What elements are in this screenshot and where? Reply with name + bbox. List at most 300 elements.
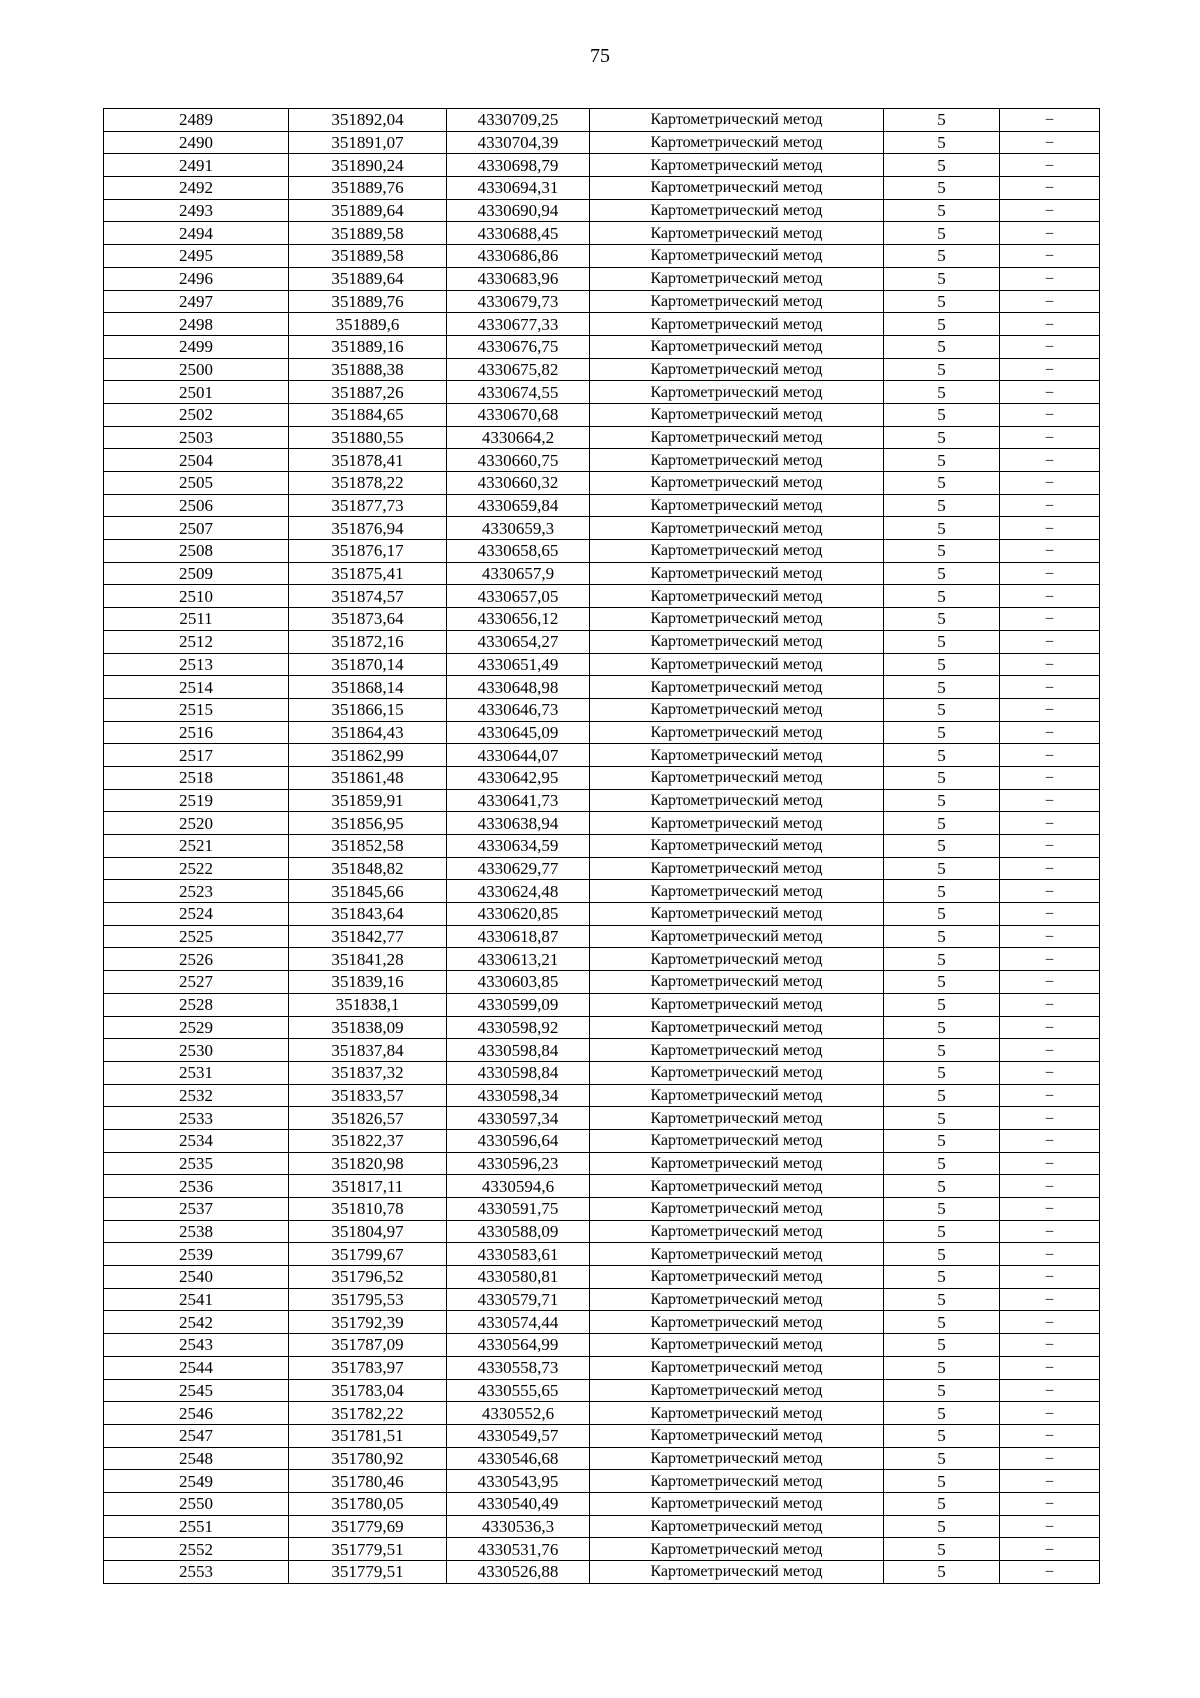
note-cell: – <box>1000 381 1100 404</box>
accuracy-cell: 5 <box>884 245 1000 268</box>
point-number-cell: 2492 <box>104 177 289 200</box>
page-number: 75 <box>590 45 610 67</box>
note-cell: – <box>1000 1538 1100 1561</box>
table-row <box>104 245 1100 268</box>
x-coordinate-cell: 351892,04 <box>289 109 447 132</box>
point-number-cell: 2500 <box>104 358 289 381</box>
method-cell: Картометрический метод <box>590 403 884 426</box>
table-row <box>104 109 1100 132</box>
method-cell: Картометрический метод <box>590 1447 884 1470</box>
table-row <box>104 948 1100 971</box>
note-cell: – <box>1000 1152 1100 1175</box>
note-cell: – <box>1000 812 1100 835</box>
x-coordinate-cell: 351891,07 <box>289 131 447 154</box>
table-row <box>104 131 1100 154</box>
method-cell: Картометрический метод <box>590 1061 884 1084</box>
note-cell: – <box>1000 1470 1100 1493</box>
note-cell: – <box>1000 1107 1100 1130</box>
point-number-cell: 2543 <box>104 1334 289 1357</box>
accuracy-cell: 5 <box>884 857 1000 880</box>
accuracy-cell: 5 <box>884 1515 1000 1538</box>
table-row <box>104 835 1100 858</box>
table-row <box>104 812 1100 835</box>
x-coordinate-cell: 351780,92 <box>289 1447 447 1470</box>
method-cell: Картометрический метод <box>590 472 884 495</box>
point-number-cell: 2502 <box>104 403 289 426</box>
x-coordinate-cell: 351870,14 <box>289 653 447 676</box>
y-coordinate-cell: 4330613,21 <box>447 948 590 971</box>
accuracy-cell: 5 <box>884 1266 1000 1289</box>
point-number-cell: 2496 <box>104 267 289 290</box>
table-row <box>104 608 1100 631</box>
note-cell: – <box>1000 131 1100 154</box>
y-coordinate-cell: 4330679,73 <box>447 290 590 313</box>
y-coordinate-cell: 4330676,75 <box>447 335 590 358</box>
method-cell: Картометрический метод <box>590 494 884 517</box>
point-number-cell: 2516 <box>104 721 289 744</box>
x-coordinate-cell: 351889,76 <box>289 290 447 313</box>
point-number-cell: 2548 <box>104 1447 289 1470</box>
accuracy-cell: 5 <box>884 1129 1000 1152</box>
table-row <box>104 971 1100 994</box>
table-row <box>104 1561 1100 1584</box>
note-cell: – <box>1000 1288 1100 1311</box>
point-number-cell: 2529 <box>104 1016 289 1039</box>
method-cell: Картометрический метод <box>590 903 884 926</box>
point-number-cell: 2509 <box>104 562 289 585</box>
accuracy-cell: 5 <box>884 335 1000 358</box>
table-row <box>104 177 1100 200</box>
note-cell: – <box>1000 494 1100 517</box>
x-coordinate-cell: 351889,76 <box>289 177 447 200</box>
accuracy-cell: 5 <box>884 1061 1000 1084</box>
point-number-cell: 2504 <box>104 449 289 472</box>
y-coordinate-cell: 4330704,39 <box>447 131 590 154</box>
table-row <box>104 494 1100 517</box>
table-row <box>104 766 1100 789</box>
method-cell: Картометрический метод <box>590 766 884 789</box>
method-cell: Картометрический метод <box>590 358 884 381</box>
x-coordinate-cell: 351859,91 <box>289 789 447 812</box>
y-coordinate-cell: 4330596,23 <box>447 1152 590 1175</box>
x-coordinate-cell: 351889,16 <box>289 335 447 358</box>
method-cell: Картометрический метод <box>590 1129 884 1152</box>
y-coordinate-cell: 4330591,75 <box>447 1198 590 1221</box>
method-cell: Картометрический метод <box>590 1039 884 1062</box>
table-row <box>104 1470 1100 1493</box>
point-number-cell: 2546 <box>104 1402 289 1425</box>
table-row <box>104 381 1100 404</box>
method-cell: Картометрический метод <box>590 653 884 676</box>
accuracy-cell: 5 <box>884 313 1000 336</box>
accuracy-cell: 5 <box>884 1538 1000 1561</box>
method-cell: Картометрический метод <box>590 199 884 222</box>
point-number-cell: 2536 <box>104 1175 289 1198</box>
accuracy-cell: 5 <box>884 131 1000 154</box>
y-coordinate-cell: 4330686,86 <box>447 245 590 268</box>
accuracy-cell: 5 <box>884 381 1000 404</box>
method-cell: Картометрический метод <box>590 971 884 994</box>
method-cell: Картометрический метод <box>590 608 884 631</box>
point-number-cell: 2553 <box>104 1561 289 1584</box>
x-coordinate-cell: 351845,66 <box>289 880 447 903</box>
point-number-cell: 2507 <box>104 517 289 540</box>
note-cell: – <box>1000 1220 1100 1243</box>
point-number-cell: 2503 <box>104 426 289 449</box>
x-coordinate-cell: 351837,84 <box>289 1039 447 1062</box>
table-row <box>104 993 1100 1016</box>
note-cell: – <box>1000 653 1100 676</box>
note-cell: – <box>1000 245 1100 268</box>
point-number-cell: 2518 <box>104 766 289 789</box>
point-number-cell: 2550 <box>104 1492 289 1515</box>
table-row <box>104 540 1100 563</box>
table-row <box>104 335 1100 358</box>
method-cell: Картометрический метод <box>590 585 884 608</box>
point-number-cell: 2521 <box>104 835 289 858</box>
point-number-cell: 2549 <box>104 1470 289 1493</box>
accuracy-cell: 5 <box>884 1016 1000 1039</box>
x-coordinate-cell: 351833,57 <box>289 1084 447 1107</box>
method-cell: Картометрический метод <box>590 1084 884 1107</box>
y-coordinate-cell: 4330555,65 <box>447 1379 590 1402</box>
method-cell: Картометрический метод <box>590 812 884 835</box>
note-cell: – <box>1000 109 1100 132</box>
coordinates-table-body <box>104 109 1100 1584</box>
table-row <box>104 1492 1100 1515</box>
table-row <box>104 698 1100 721</box>
accuracy-cell: 5 <box>884 472 1000 495</box>
x-coordinate-cell: 351890,24 <box>289 154 447 177</box>
method-cell: Картометрический метод <box>590 562 884 585</box>
note-cell: – <box>1000 1424 1100 1447</box>
accuracy-cell: 5 <box>884 903 1000 926</box>
method-cell: Картометрический метод <box>590 630 884 653</box>
method-cell: Картометрический метод <box>590 154 884 177</box>
table-row <box>104 472 1100 495</box>
x-coordinate-cell: 351839,16 <box>289 971 447 994</box>
method-cell: Картометрический метод <box>590 744 884 767</box>
accuracy-cell: 5 <box>884 948 1000 971</box>
point-number-cell: 2531 <box>104 1061 289 1084</box>
y-coordinate-cell: 4330588,09 <box>447 1220 590 1243</box>
note-cell: – <box>1000 562 1100 585</box>
table-row <box>104 1175 1100 1198</box>
point-number-cell: 2530 <box>104 1039 289 1062</box>
table-row <box>104 290 1100 313</box>
note-cell: – <box>1000 1039 1100 1062</box>
note-cell: – <box>1000 1492 1100 1515</box>
accuracy-cell: 5 <box>884 608 1000 631</box>
method-cell: Картометрический метод <box>590 449 884 472</box>
method-cell: Картометрический метод <box>590 131 884 154</box>
y-coordinate-cell: 4330642,95 <box>447 766 590 789</box>
accuracy-cell: 5 <box>884 1492 1000 1515</box>
x-coordinate-cell: 351841,28 <box>289 948 447 971</box>
note-cell: – <box>1000 449 1100 472</box>
y-coordinate-cell: 4330651,49 <box>447 653 590 676</box>
x-coordinate-cell: 351810,78 <box>289 1198 447 1221</box>
note-cell: – <box>1000 608 1100 631</box>
table-row <box>104 1311 1100 1334</box>
method-cell: Картометрический метод <box>590 1515 884 1538</box>
y-coordinate-cell: 4330656,12 <box>447 608 590 631</box>
y-coordinate-cell: 4330599,09 <box>447 993 590 1016</box>
accuracy-cell: 5 <box>884 1039 1000 1062</box>
y-coordinate-cell: 4330657,9 <box>447 562 590 585</box>
table-row <box>104 1129 1100 1152</box>
method-cell: Картометрический метод <box>590 721 884 744</box>
table-row <box>104 1266 1100 1289</box>
method-cell: Картометрический метод <box>590 1561 884 1584</box>
method-cell: Картометрический метод <box>590 517 884 540</box>
point-number-cell: 2508 <box>104 540 289 563</box>
method-cell: Картометрический метод <box>590 993 884 1016</box>
x-coordinate-cell: 351780,46 <box>289 1470 447 1493</box>
x-coordinate-cell: 351782,22 <box>289 1402 447 1425</box>
method-cell: Картометрический метод <box>590 426 884 449</box>
x-coordinate-cell: 351783,04 <box>289 1379 447 1402</box>
method-cell: Картометрический метод <box>590 789 884 812</box>
method-cell: Картометрический метод <box>590 1266 884 1289</box>
y-coordinate-cell: 4330641,73 <box>447 789 590 812</box>
x-coordinate-cell: 351889,58 <box>289 245 447 268</box>
note-cell: – <box>1000 857 1100 880</box>
accuracy-cell: 5 <box>884 562 1000 585</box>
x-coordinate-cell: 351826,57 <box>289 1107 447 1130</box>
method-cell: Картометрический метод <box>590 1424 884 1447</box>
method-cell: Картометрический метод <box>590 1538 884 1561</box>
y-coordinate-cell: 4330597,34 <box>447 1107 590 1130</box>
table-row <box>104 1039 1100 1062</box>
table-row <box>104 857 1100 880</box>
note-cell: – <box>1000 472 1100 495</box>
accuracy-cell: 5 <box>884 698 1000 721</box>
note-cell: – <box>1000 585 1100 608</box>
method-cell: Картометрический метод <box>590 1311 884 1334</box>
x-coordinate-cell: 351843,64 <box>289 903 447 926</box>
point-number-cell: 2526 <box>104 948 289 971</box>
x-coordinate-cell: 351842,77 <box>289 925 447 948</box>
y-coordinate-cell: 4330694,31 <box>447 177 590 200</box>
table-row <box>104 585 1100 608</box>
point-number-cell: 2538 <box>104 1220 289 1243</box>
y-coordinate-cell: 4330620,85 <box>447 903 590 926</box>
accuracy-cell: 5 <box>884 426 1000 449</box>
note-cell: – <box>1000 766 1100 789</box>
point-number-cell: 2515 <box>104 698 289 721</box>
accuracy-cell: 5 <box>884 540 1000 563</box>
method-cell: Картометрический метод <box>590 222 884 245</box>
method-cell: Картометрический метод <box>590 540 884 563</box>
note-cell: – <box>1000 177 1100 200</box>
table-row <box>104 267 1100 290</box>
note-cell: – <box>1000 1379 1100 1402</box>
accuracy-cell: 5 <box>884 199 1000 222</box>
x-coordinate-cell: 351876,17 <box>289 540 447 563</box>
note-cell: – <box>1000 1402 1100 1425</box>
x-coordinate-cell: 351862,99 <box>289 744 447 767</box>
x-coordinate-cell: 351838,1 <box>289 993 447 1016</box>
y-coordinate-cell: 4330598,92 <box>447 1016 590 1039</box>
table-row <box>104 222 1100 245</box>
point-number-cell: 2511 <box>104 608 289 631</box>
note-cell: – <box>1000 630 1100 653</box>
point-number-cell: 2523 <box>104 880 289 903</box>
point-number-cell: 2541 <box>104 1288 289 1311</box>
note-cell: – <box>1000 1061 1100 1084</box>
point-number-cell: 2494 <box>104 222 289 245</box>
note-cell: – <box>1000 1561 1100 1584</box>
x-coordinate-cell: 351822,37 <box>289 1129 447 1152</box>
accuracy-cell: 5 <box>884 154 1000 177</box>
y-coordinate-cell: 4330658,65 <box>447 540 590 563</box>
note-cell: – <box>1000 835 1100 858</box>
point-number-cell: 2517 <box>104 744 289 767</box>
note-cell: – <box>1000 880 1100 903</box>
table-row <box>104 676 1100 699</box>
point-number-cell: 2528 <box>104 993 289 1016</box>
method-cell: Картометрический метод <box>590 835 884 858</box>
table-row <box>104 1016 1100 1039</box>
accuracy-cell: 5 <box>884 993 1000 1016</box>
y-coordinate-cell: 4330660,75 <box>447 449 590 472</box>
y-coordinate-cell: 4330624,48 <box>447 880 590 903</box>
point-number-cell: 2534 <box>104 1129 289 1152</box>
x-coordinate-cell: 351861,48 <box>289 766 447 789</box>
method-cell: Картометрический метод <box>590 1288 884 1311</box>
point-number-cell: 2542 <box>104 1311 289 1334</box>
table-row <box>104 1379 1100 1402</box>
y-coordinate-cell: 4330659,84 <box>447 494 590 517</box>
y-coordinate-cell: 4330598,84 <box>447 1039 590 1062</box>
y-coordinate-cell: 4330531,76 <box>447 1538 590 1561</box>
y-coordinate-cell: 4330683,96 <box>447 267 590 290</box>
accuracy-cell: 5 <box>884 1311 1000 1334</box>
table-row <box>104 1061 1100 1084</box>
table-row <box>104 1084 1100 1107</box>
table-row <box>104 1447 1100 1470</box>
y-coordinate-cell: 4330654,27 <box>447 630 590 653</box>
table-row <box>104 1243 1100 1266</box>
y-coordinate-cell: 4330646,73 <box>447 698 590 721</box>
x-coordinate-cell: 351780,05 <box>289 1492 447 1515</box>
accuracy-cell: 5 <box>884 1107 1000 1130</box>
y-coordinate-cell: 4330603,85 <box>447 971 590 994</box>
method-cell: Картометрический метод <box>590 1198 884 1221</box>
table-row <box>104 1334 1100 1357</box>
accuracy-cell: 5 <box>884 403 1000 426</box>
x-coordinate-cell: 351848,82 <box>289 857 447 880</box>
accuracy-cell: 5 <box>884 971 1000 994</box>
table-row <box>104 1402 1100 1425</box>
note-cell: – <box>1000 154 1100 177</box>
note-cell: – <box>1000 1266 1100 1289</box>
y-coordinate-cell: 4330526,88 <box>447 1561 590 1584</box>
method-cell: Картометрический метод <box>590 857 884 880</box>
table-row <box>104 653 1100 676</box>
table-row <box>104 1152 1100 1175</box>
x-coordinate-cell: 351877,73 <box>289 494 447 517</box>
note-cell: – <box>1000 971 1100 994</box>
y-coordinate-cell: 4330583,61 <box>447 1243 590 1266</box>
accuracy-cell: 5 <box>884 1220 1000 1243</box>
point-number-cell: 2551 <box>104 1515 289 1538</box>
method-cell: Картометрический метод <box>590 245 884 268</box>
y-coordinate-cell: 4330596,64 <box>447 1129 590 1152</box>
point-number-cell: 2520 <box>104 812 289 835</box>
point-number-cell: 2547 <box>104 1424 289 1447</box>
x-coordinate-cell: 351787,09 <box>289 1334 447 1357</box>
method-cell: Картометрический метод <box>590 1016 884 1039</box>
x-coordinate-cell: 351866,15 <box>289 698 447 721</box>
point-number-cell: 2544 <box>104 1356 289 1379</box>
x-coordinate-cell: 351876,94 <box>289 517 447 540</box>
table-row <box>104 1220 1100 1243</box>
method-cell: Картометрический метод <box>590 1492 884 1515</box>
table-row <box>104 426 1100 449</box>
point-number-cell: 2545 <box>104 1379 289 1402</box>
accuracy-cell: 5 <box>884 744 1000 767</box>
x-coordinate-cell: 351795,53 <box>289 1288 447 1311</box>
method-cell: Картометрический метод <box>590 1152 884 1175</box>
y-coordinate-cell: 4330698,79 <box>447 154 590 177</box>
point-number-cell: 2524 <box>104 903 289 926</box>
method-cell: Картометрический метод <box>590 267 884 290</box>
y-coordinate-cell: 4330690,94 <box>447 199 590 222</box>
note-cell: – <box>1000 1515 1100 1538</box>
accuracy-cell: 5 <box>884 358 1000 381</box>
method-cell: Картометрический метод <box>590 880 884 903</box>
note-cell: – <box>1000 1243 1100 1266</box>
point-number-cell: 2490 <box>104 131 289 154</box>
method-cell: Картометрический метод <box>590 698 884 721</box>
note-cell: – <box>1000 1175 1100 1198</box>
method-cell: Картометрический метод <box>590 290 884 313</box>
table-row <box>104 903 1100 926</box>
point-number-cell: 2497 <box>104 290 289 313</box>
note-cell: – <box>1000 267 1100 290</box>
note-cell: – <box>1000 517 1100 540</box>
note-cell: – <box>1000 1334 1100 1357</box>
accuracy-cell: 5 <box>884 1561 1000 1584</box>
accuracy-cell: 5 <box>884 630 1000 653</box>
method-cell: Картометрический метод <box>590 1470 884 1493</box>
y-coordinate-cell: 4330546,68 <box>447 1447 590 1470</box>
note-cell: – <box>1000 1311 1100 1334</box>
point-number-cell: 2537 <box>104 1198 289 1221</box>
y-coordinate-cell: 4330629,77 <box>447 857 590 880</box>
note-cell: – <box>1000 540 1100 563</box>
x-coordinate-cell: 351872,16 <box>289 630 447 653</box>
table-row <box>104 517 1100 540</box>
x-coordinate-cell: 351889,6 <box>289 313 447 336</box>
accuracy-cell: 5 <box>884 1334 1000 1357</box>
accuracy-cell: 5 <box>884 1288 1000 1311</box>
note-cell: – <box>1000 744 1100 767</box>
point-number-cell: 2491 <box>104 154 289 177</box>
note-cell: – <box>1000 1129 1100 1152</box>
x-coordinate-cell: 351779,51 <box>289 1561 447 1584</box>
x-coordinate-cell: 351874,57 <box>289 585 447 608</box>
accuracy-cell: 5 <box>884 1447 1000 1470</box>
point-number-cell: 2501 <box>104 381 289 404</box>
y-coordinate-cell: 4330709,25 <box>447 109 590 132</box>
note-cell: – <box>1000 290 1100 313</box>
table-row <box>104 562 1100 585</box>
note-cell: – <box>1000 358 1100 381</box>
table-row <box>104 1356 1100 1379</box>
